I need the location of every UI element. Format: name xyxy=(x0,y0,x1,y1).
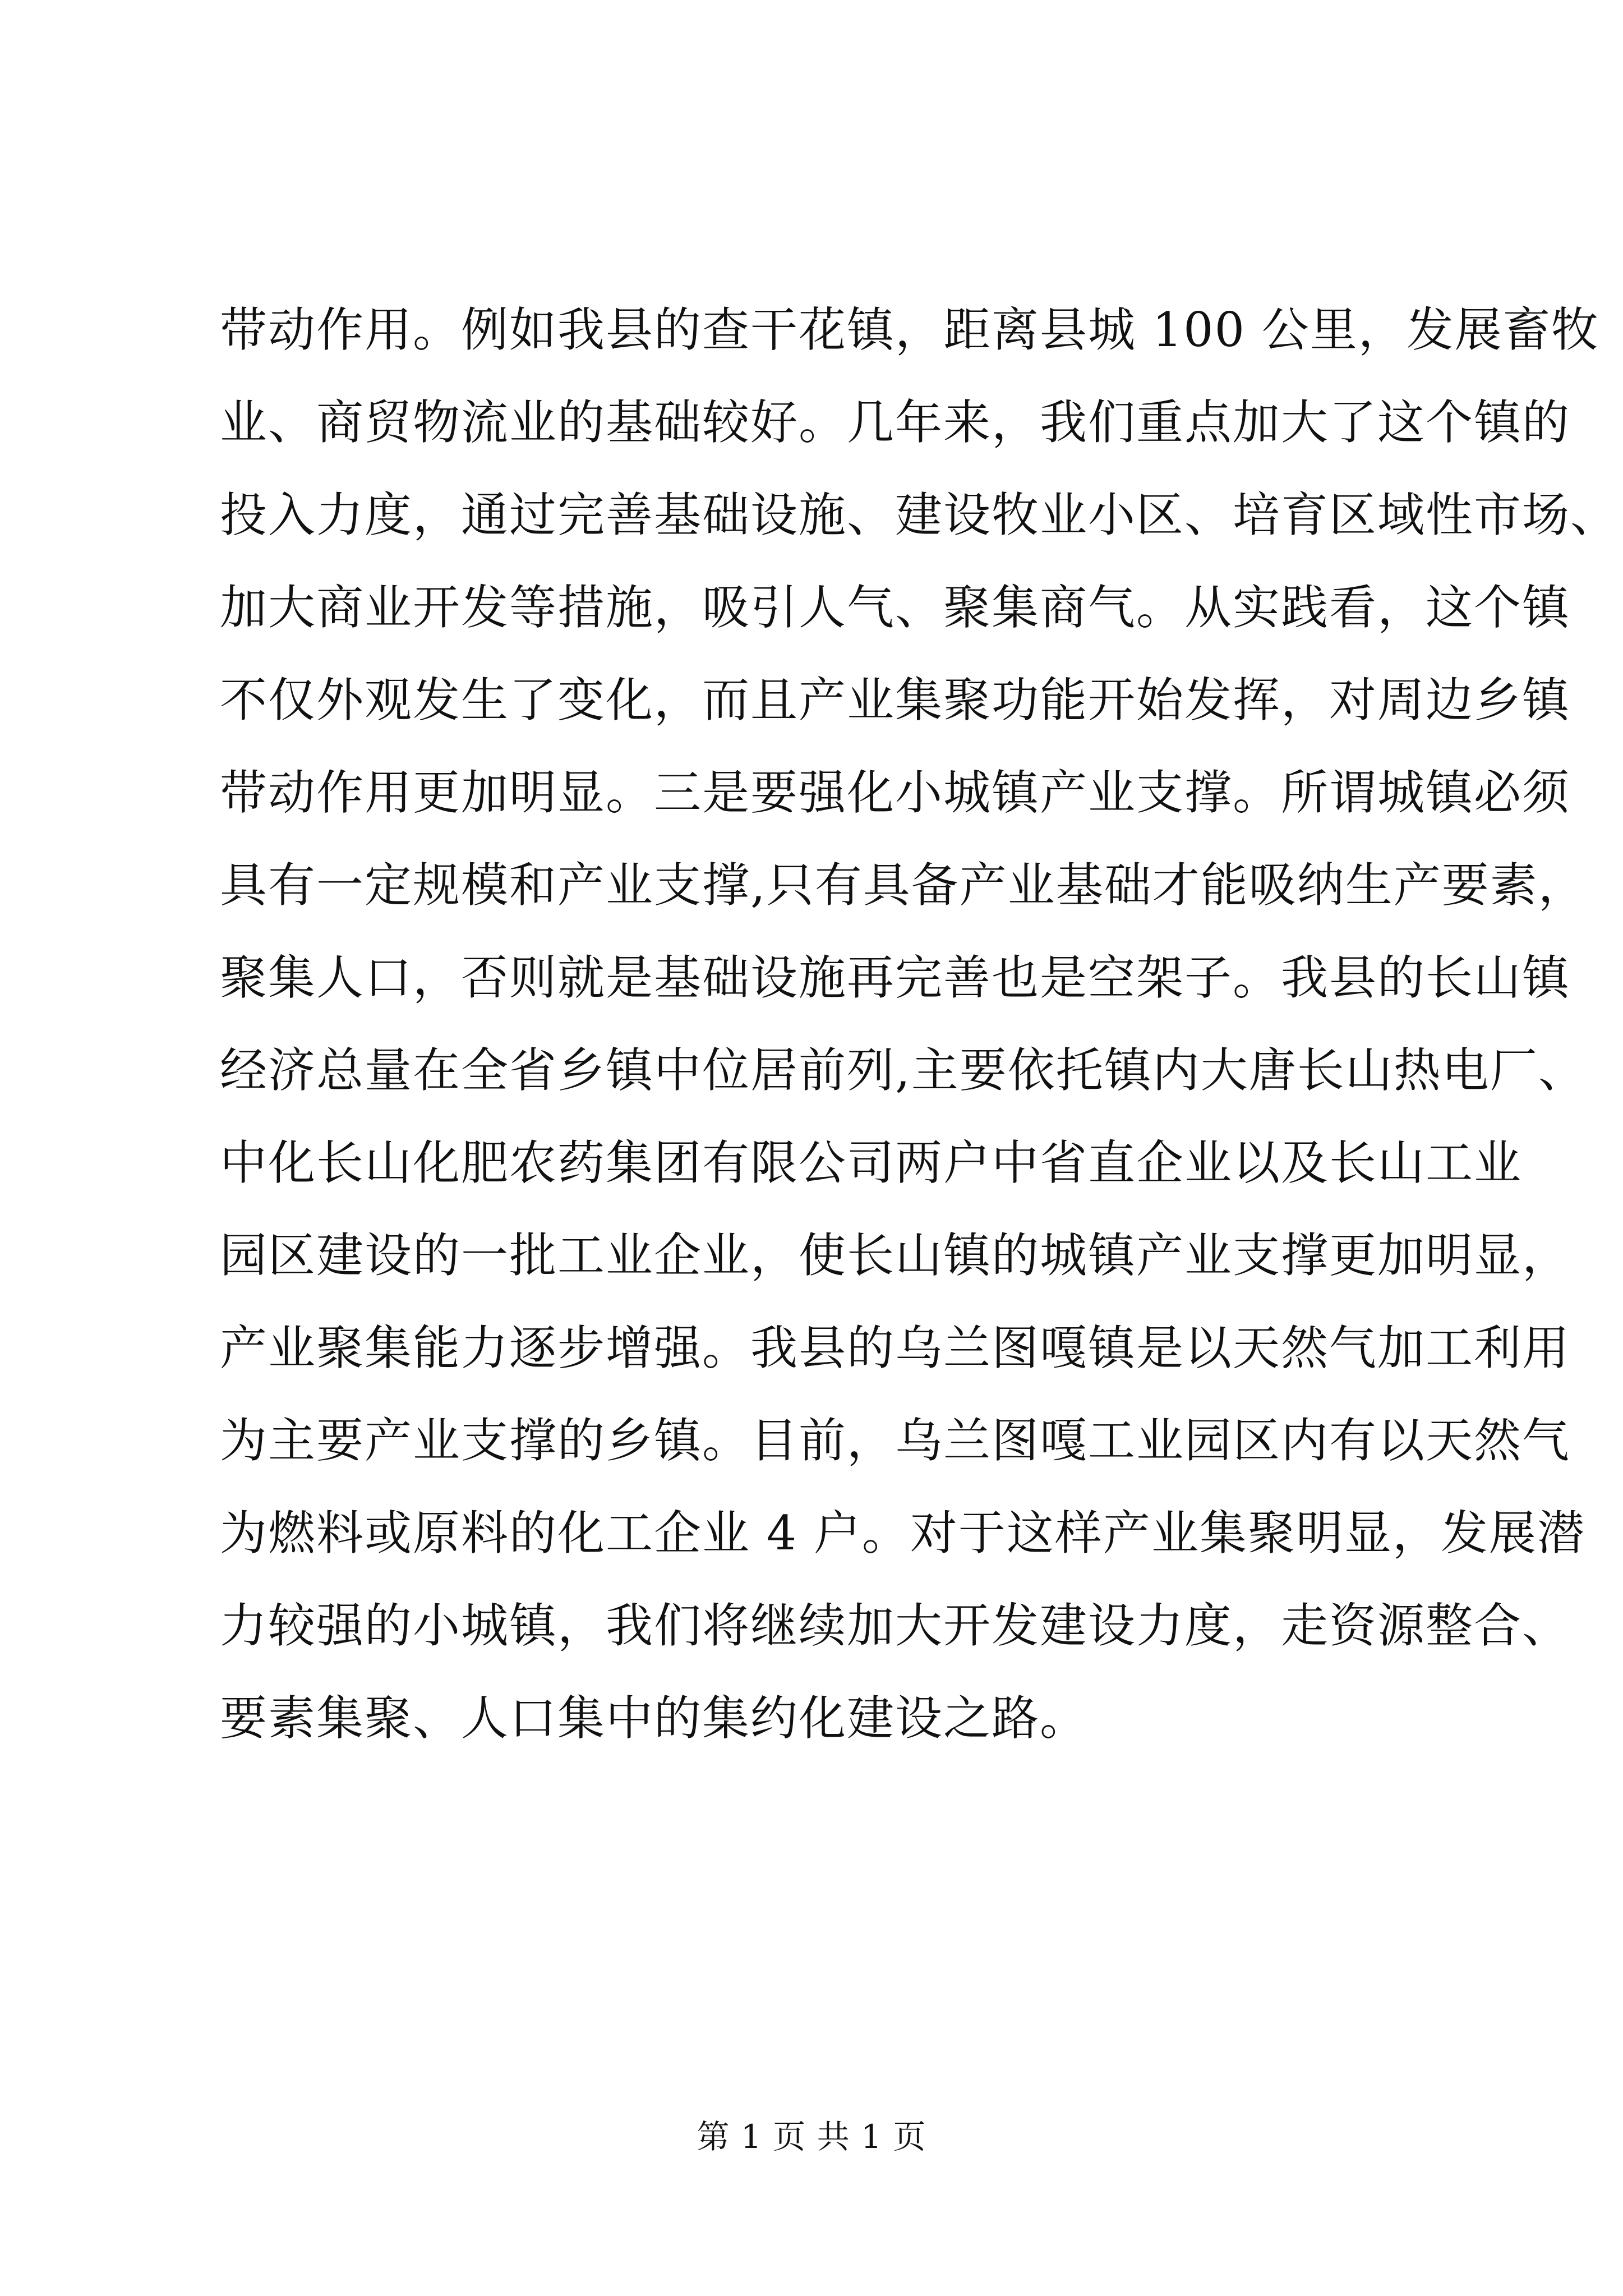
text-line-16: 要素集聚、人口集中的集约化建设之路。 xyxy=(220,1691,1089,1746)
text-line-11: 园区建设的一批工业企业，使长山镇的城镇产业支撑更加明显， xyxy=(220,1228,1571,1283)
text-line-9: 经济总量在全省乡镇中位居前列,主要依托镇内大唐长山热电厂、 xyxy=(220,1043,1587,1098)
text-line-8: 聚集人口，否则就是基础设施再完善也是空架子。我县的长山镇 xyxy=(220,950,1571,1005)
text-line-12: 产业聚集能力逐步增强。我县的乌兰图嘎镇是以天然气加工利用 xyxy=(220,1320,1571,1375)
text-line-15: 力较强的小城镇，我们将继续加大开发建设力度，走资源整合、 xyxy=(220,1598,1571,1653)
text-line-10: 中化长山化肥农药集团有限公司两户中省直企业以及长山工业 xyxy=(220,1135,1523,1190)
text-line-6: 带动作用更加明显。三是要强化小城镇产业支撑。所谓城镇必须 xyxy=(220,765,1571,820)
text-line-2: 业、商贸物流业的基础较好。几年来，我们重点加大了这个镇的 xyxy=(220,395,1571,450)
text-line-1: 带动作用。例如我县的查干花镇，距离县城 100 公里，发展畜牧 xyxy=(220,302,1599,357)
text-line-4: 加大商业开发等措施，吸引人气、聚集商气。从实践看，这个镇 xyxy=(220,580,1571,635)
text-line-3: 投入力度，通过完善基础设施、建设牧业小区、培育区域性市场、 xyxy=(220,487,1619,542)
text-line-7: 具有一定规模和产业支撑,只有具备产业基础才能吸纳生产要素， xyxy=(220,858,1587,913)
text-line-13: 为主要产业支撑的乡镇。目前，乌兰图嘎工业园区内有以天然气 xyxy=(220,1413,1571,1468)
text-line-14: 为燃料或原料的化工企业 4 户。对于这样产业集聚明显，发展潜 xyxy=(220,1506,1585,1561)
text-line-5: 不仅外观发生了变化，而且产业集聚功能开始发挥，对周边乡镇 xyxy=(220,673,1571,728)
page-footer: 第 1 页 共 1 页 xyxy=(697,2118,926,2156)
